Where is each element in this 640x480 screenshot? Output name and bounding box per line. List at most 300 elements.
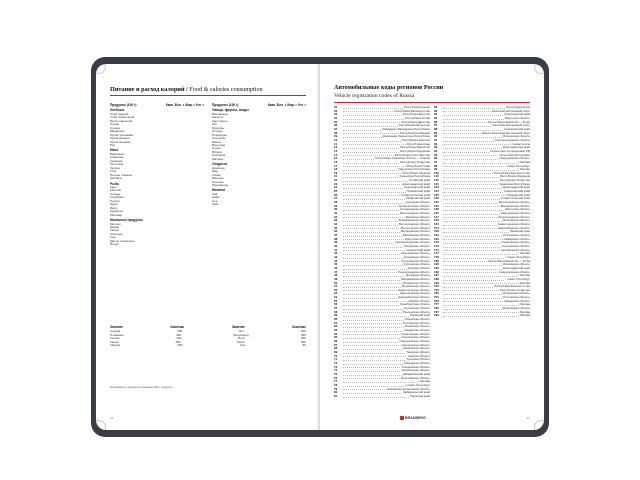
region-name: Пермский край <box>409 314 430 318</box>
region-name: г. Москва <box>517 310 530 314</box>
region-code: 53 <box>334 292 338 296</box>
activity-cell: Плавание <box>110 332 124 337</box>
region-code: 97 <box>434 160 438 164</box>
leader-dots <box>343 314 409 317</box>
region-code: 73 <box>334 365 338 369</box>
leader-dots <box>343 219 398 222</box>
region-code: 113 <box>434 175 439 179</box>
region-name: Новгородская область <box>399 292 430 296</box>
food-name: Макароны <box>110 129 125 134</box>
leader-dots <box>343 289 397 292</box>
leader-dots <box>443 274 517 277</box>
region-code: 190 <box>434 263 439 267</box>
food-name: Хлеб пшеничный <box>110 115 135 120</box>
region-code: 126 <box>434 197 439 201</box>
region-name: Калининградская область <box>495 138 530 142</box>
region-name: Тульская область <box>406 358 430 362</box>
leader-dots <box>343 245 403 248</box>
region-name: Пензенская область <box>402 310 430 314</box>
region-name: Пермский край <box>509 230 530 234</box>
region-name: Орловская область <box>403 307 430 311</box>
region-name: Свердловская область <box>399 340 430 343</box>
food-name: Скумбрия <box>110 195 124 200</box>
leader-dots <box>343 241 394 244</box>
leader-dots <box>443 216 497 219</box>
region-code: 13 <box>334 149 338 153</box>
region-code: 123 <box>434 186 439 190</box>
leader-dots <box>343 121 400 124</box>
leader-dots <box>443 190 503 193</box>
region-name: Красноярский край <box>404 186 430 190</box>
region-name: Московская область <box>502 263 530 267</box>
food-name: Сок <box>212 198 218 203</box>
region-code: 22 <box>334 179 338 183</box>
leader-dots <box>343 168 397 171</box>
region-code: 159 <box>434 230 439 234</box>
leader-dots <box>443 227 497 230</box>
table-section-header: Овощи, фрукты, ягоды <box>212 108 249 113</box>
leader-dots <box>343 377 400 380</box>
region-name: Самарская область <box>403 329 430 333</box>
leader-dots <box>443 157 498 160</box>
region-name: Приморский край <box>406 190 430 194</box>
food-name: Помидоры <box>212 132 227 137</box>
region-name: Республика Адыгея <box>403 106 430 109</box>
region-name: Ульяновская область <box>501 244 530 248</box>
leader-dots <box>343 135 382 138</box>
region-name: Рязанская область <box>404 325 430 329</box>
leader-dots <box>443 201 498 204</box>
region-name: Республика Татарстан <box>499 179 530 183</box>
activity-cell: Танцы <box>110 339 119 344</box>
region-code: 56 <box>334 303 338 307</box>
region-code: 10 <box>334 138 338 142</box>
leader-dots <box>343 128 381 131</box>
left-page-title: Питание и расход калорий / Food & calories consumption <box>110 86 263 93</box>
region-code: 63 <box>334 329 338 333</box>
food-name: Масло сливочное <box>110 238 135 243</box>
leader-dots <box>443 263 502 266</box>
leader-dots <box>443 194 506 197</box>
table-header: Продукты (100 г) <box>212 103 239 107</box>
leader-dots <box>343 344 401 347</box>
region-name: Московская область <box>502 219 530 223</box>
leader-dots <box>343 373 402 376</box>
region-name: Кемеровская область <box>400 252 430 256</box>
region-code: 45 <box>334 263 338 267</box>
leader-dots <box>343 212 399 215</box>
region-name: Удмуртская Республика <box>398 168 430 172</box>
region-name: Республика Северная Осетия — Алания <box>375 157 430 161</box>
region-name: Республика Саха (Якутия) <box>394 153 430 157</box>
region-code: 26 <box>334 193 338 197</box>
leader-dots <box>443 110 491 113</box>
region-code: 33 <box>334 219 338 223</box>
region-name: Новосибирская область <box>397 296 430 300</box>
region-name: Свердловская область <box>499 270 530 274</box>
region-name: Ростовская область <box>403 321 430 325</box>
food-name: Варенье <box>212 176 224 181</box>
leader-dots <box>343 388 387 391</box>
region-name: Московская область <box>502 135 530 139</box>
food-name: Баранина <box>110 151 124 156</box>
region-code: 197 <box>434 274 439 278</box>
leader-dots <box>443 197 500 200</box>
leader-dots <box>443 245 500 248</box>
region-code: 28 <box>334 201 338 205</box>
region-name: Ленинградская область <box>498 215 530 219</box>
right-page <box>320 64 544 430</box>
corner-mark <box>96 64 106 74</box>
region-code: 86 <box>434 120 438 124</box>
region-code: 71 <box>334 358 338 362</box>
region-code: 37 <box>334 233 338 237</box>
region-name: Приморский край <box>506 193 530 197</box>
region-name: г. Москва <box>517 281 530 285</box>
region-code: 136 <box>434 204 439 208</box>
leader-dots <box>443 139 494 142</box>
region-name: Тамбовская область <box>402 347 430 351</box>
food-name: Крупа овсяная <box>110 139 131 144</box>
region-code: 64 <box>334 332 338 336</box>
leader-dots <box>443 117 504 120</box>
region-name: Вологодская область <box>401 226 430 230</box>
region-name: Мурманская область <box>401 285 430 289</box>
activity-cell: Йога <box>237 336 245 341</box>
leader-dots <box>443 175 499 178</box>
region-name: Ставропольский край <box>501 197 530 201</box>
region-code: 91 <box>434 138 438 142</box>
region-code: 36 <box>334 230 338 234</box>
leader-dots <box>343 117 404 120</box>
region-name: Ярославская область <box>401 376 430 380</box>
table-row <box>212 203 306 206</box>
leader-dots <box>443 292 502 295</box>
region-code: 30 <box>334 208 338 212</box>
leader-dots <box>443 267 502 270</box>
region-code: 61 <box>334 321 338 325</box>
region-name: Республика Башкортостан <box>494 171 530 175</box>
food-name: Рис <box>110 142 116 147</box>
region-name: Республика Карелия <box>402 138 430 142</box>
food-name: Батон нарезной <box>110 118 133 123</box>
region-code: 52 <box>334 288 338 292</box>
table-row <box>110 214 204 217</box>
region-code: 11 <box>334 142 338 146</box>
food-name: Креветки <box>110 209 123 214</box>
food-name: Мороженое <box>212 182 229 187</box>
region-name: Волгоградская область <box>498 201 530 205</box>
region-name: Костромская область <box>401 259 430 263</box>
region-name: Республика Ингушетия <box>399 124 430 128</box>
region-name: Новосибирская область <box>497 226 530 230</box>
region-code: 42 <box>334 252 338 256</box>
region-name: Республика Башкортостан <box>394 109 430 113</box>
region-code: 198 <box>434 277 439 281</box>
region-name: г. Санкт-Петербург <box>505 255 530 259</box>
corner-mark <box>534 64 544 74</box>
leader-dots <box>343 351 405 354</box>
leader-dots <box>343 285 401 288</box>
region-code: 84 <box>434 113 438 117</box>
region-code: 65 <box>334 336 338 340</box>
region-name: Московская область <box>502 307 530 311</box>
leader-dots <box>343 227 401 230</box>
leader-dots <box>343 355 406 358</box>
region-name: Республика Хакасия <box>402 171 430 175</box>
region-name: Курская область <box>407 266 430 270</box>
region-name: Иркутская область <box>504 116 530 120</box>
region-name: Краснодарский край <box>502 186 530 190</box>
leader-dots <box>343 172 401 175</box>
region-row <box>334 395 430 399</box>
region-name: Республика Калмыкия <box>400 131 430 135</box>
table-section-header: Мясо <box>110 148 119 153</box>
leader-dots <box>343 384 404 387</box>
leader-dots <box>443 161 517 164</box>
region-name: Чувашская Республика <box>398 175 430 179</box>
table-row <box>110 144 204 147</box>
leader-dots <box>343 234 402 237</box>
region-name: Воронежская область <box>400 230 430 234</box>
food-name: Лук <box>212 122 217 127</box>
leader-dots <box>343 347 402 350</box>
region-code: 72 <box>334 361 338 365</box>
food-name: Сельдь <box>110 191 121 196</box>
region-code: 125 <box>434 193 439 197</box>
right-page-title: Автомобильные коды регионов России <box>334 84 444 91</box>
region-code: 92 <box>434 142 438 146</box>
leader-dots <box>343 391 402 394</box>
region-code: 134 <box>434 201 439 205</box>
table-units: Ккал. Бел. г Жир. г Угл. г <box>267 103 306 107</box>
leader-dots <box>443 186 502 189</box>
title-ru: Питание и расход калорий <box>110 86 185 93</box>
leader-dots <box>443 172 493 175</box>
leader-dots <box>443 132 481 135</box>
food-name: Виноград <box>212 142 226 147</box>
region-code: 05 <box>334 120 338 124</box>
region-name: Брянская область <box>405 215 430 219</box>
region-name: Забайкальский край <box>402 372 430 376</box>
footnote: Калорийность продуктов указана на 100 г продукта <box>110 386 172 389</box>
leader-dots <box>343 175 398 178</box>
region-code: 14 <box>334 153 338 157</box>
region-code: 44 <box>334 259 338 263</box>
title-rule <box>110 95 306 96</box>
leader-dots <box>343 325 404 328</box>
region-code: 27 <box>334 197 338 201</box>
leader-dots <box>343 165 406 168</box>
region-name: Чукотский автономный округ <box>491 124 530 128</box>
region-name: Челябинская область <box>500 248 530 252</box>
region-name: Амурская область <box>405 201 430 205</box>
region-name: Ханты-Мансийский АО — Югра <box>487 120 530 124</box>
leader-dots <box>443 311 517 314</box>
leader-dots <box>443 289 499 292</box>
leader-dots <box>343 278 400 281</box>
region-code: 152 <box>434 223 439 226</box>
activity-table <box>110 326 306 348</box>
leader-dots <box>343 110 393 113</box>
region-name: Белгородская область <box>400 212 430 216</box>
food-name: Телятина <box>110 162 123 167</box>
region-name: Астраханская область <box>400 208 430 212</box>
leader-dots <box>443 205 500 208</box>
food-name: Сухари <box>110 125 121 130</box>
region-code: 67 <box>334 343 338 347</box>
activity-header-cell: Ккал/час <box>170 325 185 329</box>
region-code: 763 <box>434 299 439 303</box>
leader-dots <box>343 157 374 160</box>
food-name: Сметана <box>110 231 123 236</box>
region-code: 54 <box>334 296 338 300</box>
region-code: 193 <box>434 266 439 270</box>
leader-dots <box>343 267 407 270</box>
activity-cell: Лыжи <box>236 339 245 344</box>
region-name: Свердловская область <box>499 157 530 161</box>
food-name: Морковь <box>212 125 225 130</box>
region-name: Еврейская автономная область <box>387 387 430 391</box>
leader-dots <box>343 307 403 310</box>
leader-dots <box>343 238 404 241</box>
food-name: Сушки <box>110 122 120 127</box>
region-code: 98 <box>434 164 438 168</box>
table-row <box>212 184 306 187</box>
leader-dots <box>343 300 407 303</box>
region-code: 49 <box>334 277 338 281</box>
region-name: Красноярский край <box>504 113 530 117</box>
leader-dots <box>443 146 502 149</box>
leader-dots <box>343 249 407 252</box>
food-name: Сыр <box>110 235 116 240</box>
leader-dots <box>343 183 402 186</box>
leader-dots <box>343 311 402 314</box>
leader-dots <box>443 296 502 299</box>
leader-dots <box>443 208 504 211</box>
food-name: Крупа гречневая <box>110 132 134 137</box>
activity-header <box>110 326 306 329</box>
leader-dots <box>343 208 399 211</box>
region-name: Ростовская область <box>503 233 530 237</box>
region-codes-column-2 <box>434 106 530 318</box>
activity-row <box>110 344 306 347</box>
region-name: Сахалинская область <box>400 336 430 340</box>
region-code: 124 <box>434 190 439 194</box>
region-name: Ростовская область <box>503 296 530 300</box>
table-section-header: Молочные продукты <box>110 218 144 223</box>
region-code: 177 <box>434 252 439 256</box>
region-code: 702 <box>434 285 439 289</box>
leader-dots <box>443 234 502 237</box>
region-code: 40 <box>334 244 338 248</box>
region-code: 23 <box>334 182 338 186</box>
food-name: Огурцы <box>212 129 223 134</box>
leader-dots <box>443 241 500 244</box>
leader-dots <box>443 282 517 285</box>
region-name: Республика Крым <box>506 106 530 109</box>
activity-cell: 300 <box>175 339 181 344</box>
region-code: 62 <box>334 325 338 329</box>
leader-dots <box>343 366 400 369</box>
region-code: 09 <box>334 135 338 139</box>
region-name: Красноярский край <box>504 190 530 194</box>
region-name: Саратовская область <box>401 332 430 336</box>
leader-dots <box>443 150 489 153</box>
region-name: Территории за пределами РФ <box>489 149 530 153</box>
food-name: Творог <box>110 228 120 233</box>
activity-cell: Бег <box>239 329 244 334</box>
region-code: 199 <box>434 281 439 285</box>
region-name: Иркутская область <box>504 208 530 212</box>
title-en: Food & calories consumption <box>189 86 263 93</box>
leader-dots <box>443 249 500 252</box>
leader-dots <box>443 271 498 274</box>
region-name: Московская область <box>502 292 530 296</box>
region-code: 87 <box>434 124 438 128</box>
region-code: 15 <box>334 157 338 161</box>
region-name: г. Москва <box>517 303 530 307</box>
region-name: Чувашская Республика <box>498 182 530 186</box>
region-name: Республика Башкортостан <box>494 285 530 289</box>
activity-cell: Теннис <box>110 336 120 341</box>
region-code: 95 <box>434 153 438 157</box>
leader-dots <box>343 201 405 204</box>
region-code: 186 <box>434 259 439 263</box>
leader-dots <box>443 285 493 288</box>
food-name: Крупа манная <box>110 136 130 141</box>
region-name: Липецкая область <box>405 274 430 278</box>
region-name: Владимирская область <box>398 219 430 223</box>
region-name: Ленинградская область <box>398 270 430 274</box>
region-code: 60 <box>334 318 338 322</box>
food-name: Йогурт <box>110 242 120 247</box>
left-page <box>96 64 320 430</box>
region-name: Калужская область <box>404 244 430 248</box>
region-name: Ямало-Ненецкий автономный округ <box>481 131 530 135</box>
region-name: Республика Алтай <box>405 116 430 120</box>
leader-dots <box>343 124 398 127</box>
region-code: 82 <box>434 106 438 109</box>
region-name: Республика Марий Эл <box>400 146 430 150</box>
region-name: г. Севастополь <box>510 142 530 146</box>
region-code: 01 <box>334 106 338 109</box>
food-name: Кальмар <box>110 212 123 217</box>
leader-dots <box>343 274 405 277</box>
food-name: Малина <box>212 156 223 161</box>
region-code: 81 <box>334 394 338 398</box>
region-code: 03 <box>334 113 338 117</box>
table-units: Ккал. Бел. г Жир. г Угл. г <box>165 103 204 107</box>
title-rule <box>334 102 530 103</box>
region-name: Камчатский край <box>407 248 430 252</box>
brand-icon <box>400 416 404 420</box>
region-code: 78 <box>334 383 338 387</box>
region-code: 93 <box>434 146 438 150</box>
region-code: 83 <box>434 109 438 113</box>
region-code: 02 <box>334 109 338 113</box>
brand-logo <box>400 416 426 420</box>
region-name: Республика Мордовия <box>399 149 430 153</box>
leader-dots <box>343 194 400 197</box>
leader-dots <box>443 212 500 215</box>
region-name: Хабаровский край <box>405 197 430 201</box>
table-row <box>110 243 204 246</box>
leader-dots <box>343 256 404 259</box>
region-code: 47 <box>334 270 338 274</box>
leader-dots <box>343 190 406 193</box>
food-name: Утка <box>110 169 117 174</box>
